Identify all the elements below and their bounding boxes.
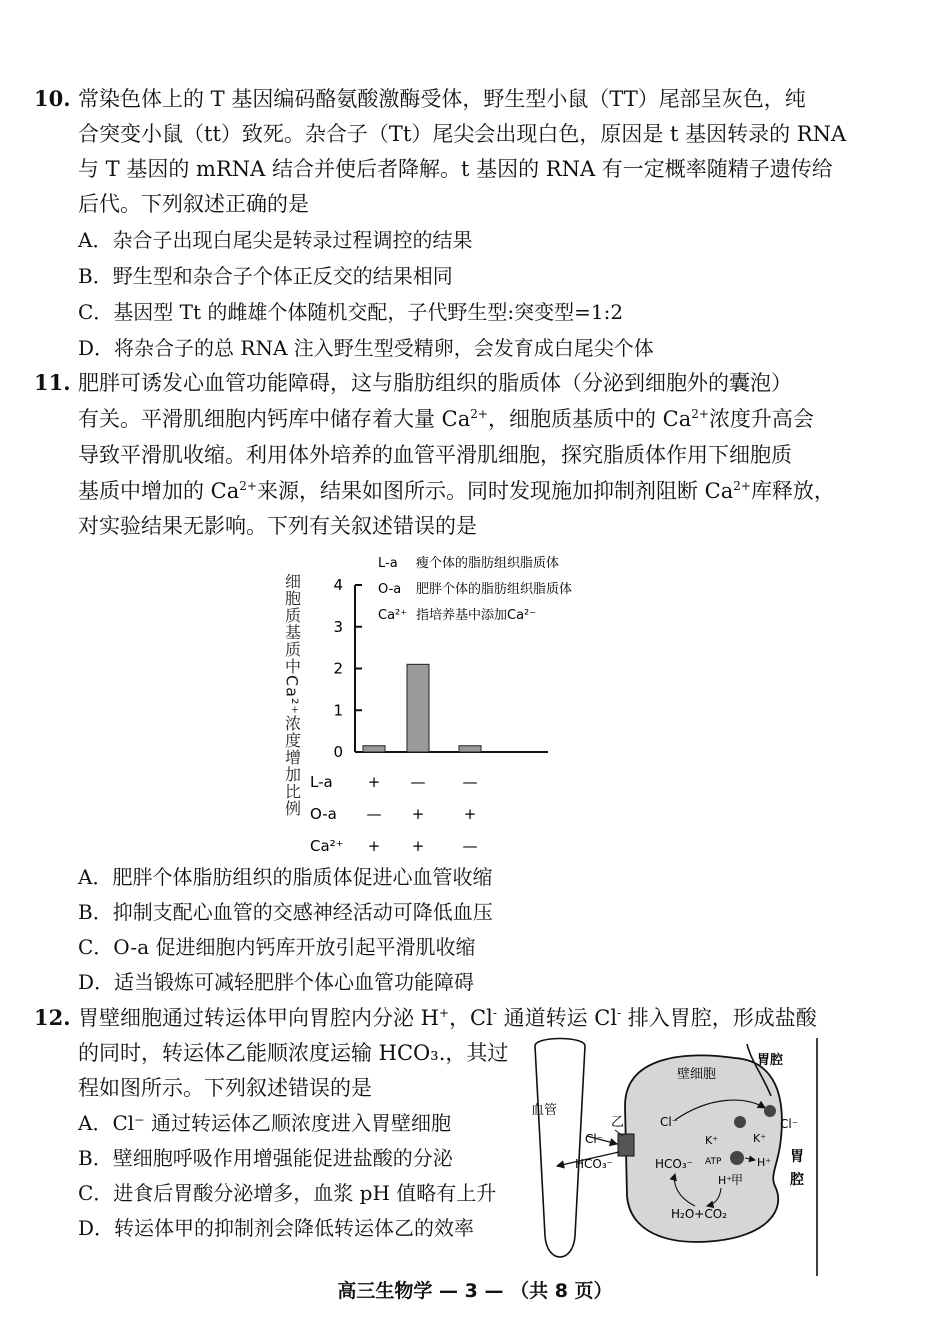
- table-cell-mark: —: [462, 773, 478, 791]
- q11-line-2a: 有关。平滑肌细胞内钙库中储存着大量 Ca: [78, 407, 471, 431]
- q12-line-2: 的同时，转运体乙能顺浓度运输 HCO₃.，其过: [78, 1041, 509, 1065]
- blood-vessel: [535, 1039, 585, 1258]
- k-ion-1: K⁺: [705, 1134, 719, 1147]
- q12-line-3: 程如图所示。下列叙述错误的是: [78, 1076, 372, 1100]
- q10-line-2: 合突变小鼠（tt）致死。杂合子（Tt）尾尖会出现白色，原因是 t 基因转录的 RNA: [78, 122, 847, 146]
- q12-option-b: B．壁细胞呼吸作用增强能促进盐酸的分泌: [78, 1146, 453, 1170]
- superscript: -: [492, 1006, 497, 1020]
- lumen-label-3: 腔: [790, 1172, 804, 1188]
- chart-ylabel: 细胞质基质中Ca²⁺浓度增加比例: [282, 573, 302, 817]
- superscript: 2+: [239, 479, 257, 493]
- q12-option-d: D．转运体甲的抑制剂会降低转运体乙的效率: [78, 1216, 475, 1240]
- q12-line-1c: 通道转运 Cl: [496, 1006, 618, 1030]
- h-ion-in: H⁺: [718, 1174, 733, 1187]
- q11-line-2c: 浓度升高会: [708, 407, 814, 431]
- table-cell-mark: +: [411, 837, 425, 855]
- q12-number: 12.: [34, 1005, 71, 1030]
- cl-lumen: Cl⁻: [780, 1117, 799, 1131]
- superscript: 2+: [691, 407, 709, 421]
- h-ion-out: H⁺: [757, 1156, 772, 1169]
- q10-option-a: A．杂合子出现白尾尖是转录过程调控的结果: [78, 228, 473, 252]
- q12-option-c: C．进食后胃酸分泌增多，血浆 pH 值略有上升: [78, 1181, 497, 1205]
- legend-text: 指培养基中添加Ca²⁻: [416, 608, 537, 623]
- q10-line-4: 后代。下列叙述正确的是: [78, 192, 309, 216]
- table-row-label: L-a: [310, 773, 333, 791]
- q10-line-3: 与 T 基因的 mRNA 结合并使后者降解。t 基因的 RNA 有一定概率随精子遗传给: [78, 157, 833, 181]
- table-cell-mark: —: [410, 773, 426, 791]
- parietal-cell-diagram: [525, 1036, 825, 1276]
- q11-line-4: [78, 476, 835, 506]
- lumen-label: 胃腔: [757, 1053, 784, 1068]
- cell-label: 壁细胞: [677, 1067, 717, 1082]
- table-cell-mark: +: [367, 837, 381, 855]
- atp-label: ATP: [705, 1157, 722, 1167]
- superscript: -: [617, 1006, 622, 1020]
- q11-line-5: 对实验结果无影响。下列有关叙述错误的是: [78, 514, 477, 538]
- q11-line-2b: ，细胞质基质中的 Ca: [487, 407, 692, 431]
- lumen-label-2: 胃: [790, 1149, 804, 1165]
- legend-key: O-a: [378, 582, 402, 597]
- page-footer: 高三生物学 — 3 — （共 8 页）: [337, 1280, 613, 1302]
- legend-text: 瘦个体的脂肪组织脂质体: [416, 556, 560, 571]
- table-cell-mark: +: [463, 805, 477, 823]
- y-tick-label: 3: [333, 617, 343, 636]
- q11-option-d: D．适当锻炼可减轻肥胖个体心血管功能障碍: [78, 970, 475, 994]
- transporter-jia: [730, 1151, 744, 1165]
- legend-text: 肥胖个体的脂肪组织脂质体: [416, 582, 573, 597]
- chart-bar: [363, 746, 385, 752]
- q12-line-1a: 胃壁细胞通过转运体甲向胃腔内分泌 H: [78, 1006, 439, 1030]
- y-tick-label: 2: [333, 659, 343, 678]
- k-channel: [734, 1116, 746, 1128]
- superscript: 2+: [470, 407, 488, 421]
- h2o-co2: H₂O+CO₂: [671, 1207, 727, 1221]
- q11-line-4b: 来源，结果如图所示。同时发现施加抑制剂阻断 Ca: [256, 479, 734, 503]
- cl-cell: Cl⁻: [660, 1115, 679, 1129]
- q11-option-a: A．肥胖个体脂肪组织的脂质体促进心血管收缩: [78, 865, 493, 889]
- q10-number: 10.: [34, 86, 71, 111]
- transporter-yi-label: 乙: [611, 1115, 625, 1130]
- transporter-yi: [618, 1134, 634, 1156]
- q12-option-a: A．Cl⁻ 通过转运体乙顺浓度进入胃壁细胞: [78, 1111, 452, 1135]
- transporter-jia-label: 甲: [731, 1173, 744, 1187]
- table-row-label: O-a: [310, 805, 337, 823]
- superscript: +: [439, 1006, 450, 1020]
- q11-line-4a: 基质中增加的 Ca: [78, 479, 240, 503]
- y-tick-label: 4: [333, 576, 343, 594]
- chart-bar: [407, 664, 429, 752]
- table-cell-mark: —: [462, 837, 478, 855]
- table-cell-mark: —: [366, 805, 382, 823]
- legend-key: L-a: [378, 556, 398, 571]
- superscript: 2+: [733, 479, 751, 493]
- y-tick-label: 1: [333, 701, 343, 720]
- q11-line-4c: 库释放，: [750, 479, 835, 503]
- q10-option-d: D．将杂合子的总 RNA 注入野生型受精卵，会发育成白尾尖个体: [78, 336, 654, 360]
- cl-blood: Cl⁻: [585, 1132, 604, 1146]
- q12-line-1: [78, 1003, 817, 1033]
- legend-key: Ca²⁺: [378, 608, 408, 623]
- q11-option-c: C．O-a 促进细胞内钙库开放引起平滑肌收缩: [78, 935, 476, 959]
- hco3-cell: HCO₃⁻: [655, 1157, 693, 1171]
- y-tick-label: 0: [333, 743, 343, 761]
- q11-line-2: [78, 404, 814, 434]
- calcium-bar-chart: [270, 545, 650, 860]
- chart-bar: [459, 746, 481, 752]
- q11-option-b: B．抑制支配心血管的交感神经活动可降低血压: [78, 900, 493, 924]
- hco3-blood: HCO₃⁻: [575, 1157, 613, 1171]
- k-ion-2: K⁺: [753, 1132, 767, 1145]
- cl-channel: [764, 1105, 776, 1117]
- q12-line-1b: ，Cl: [449, 1006, 493, 1030]
- vessel-label: 血管: [531, 1103, 558, 1118]
- q10-option-b: B．野生型和杂合子个体正反交的结果相同: [78, 264, 453, 288]
- q11-number: 11.: [34, 370, 71, 395]
- table-row-label: Ca²⁺: [310, 837, 344, 855]
- table-cell-mark: +: [367, 773, 381, 791]
- q11-line-3: 导致平滑肌收缩。利用体外培养的血管平滑肌细胞，探究脂质体作用下细胞质: [78, 443, 792, 467]
- q12-line-1d: 排入胃腔，形成盐酸: [621, 1006, 817, 1030]
- table-cell-mark: +: [411, 805, 425, 823]
- q10-line-1: 常染色体上的 T 基因编码酪氨酸激酶受体，野生型小鼠（TT）尾部呈灰色，纯: [78, 87, 806, 111]
- q11-line-1: 肥胖可诱发心血管功能障碍，这与脂肪组织的脂质体（分泌到细胞外的囊泡）: [78, 371, 792, 395]
- q10-option-c: C．基因型 Tt 的雌雄个体随机交配，子代野生型:突变型=1:2: [78, 300, 624, 324]
